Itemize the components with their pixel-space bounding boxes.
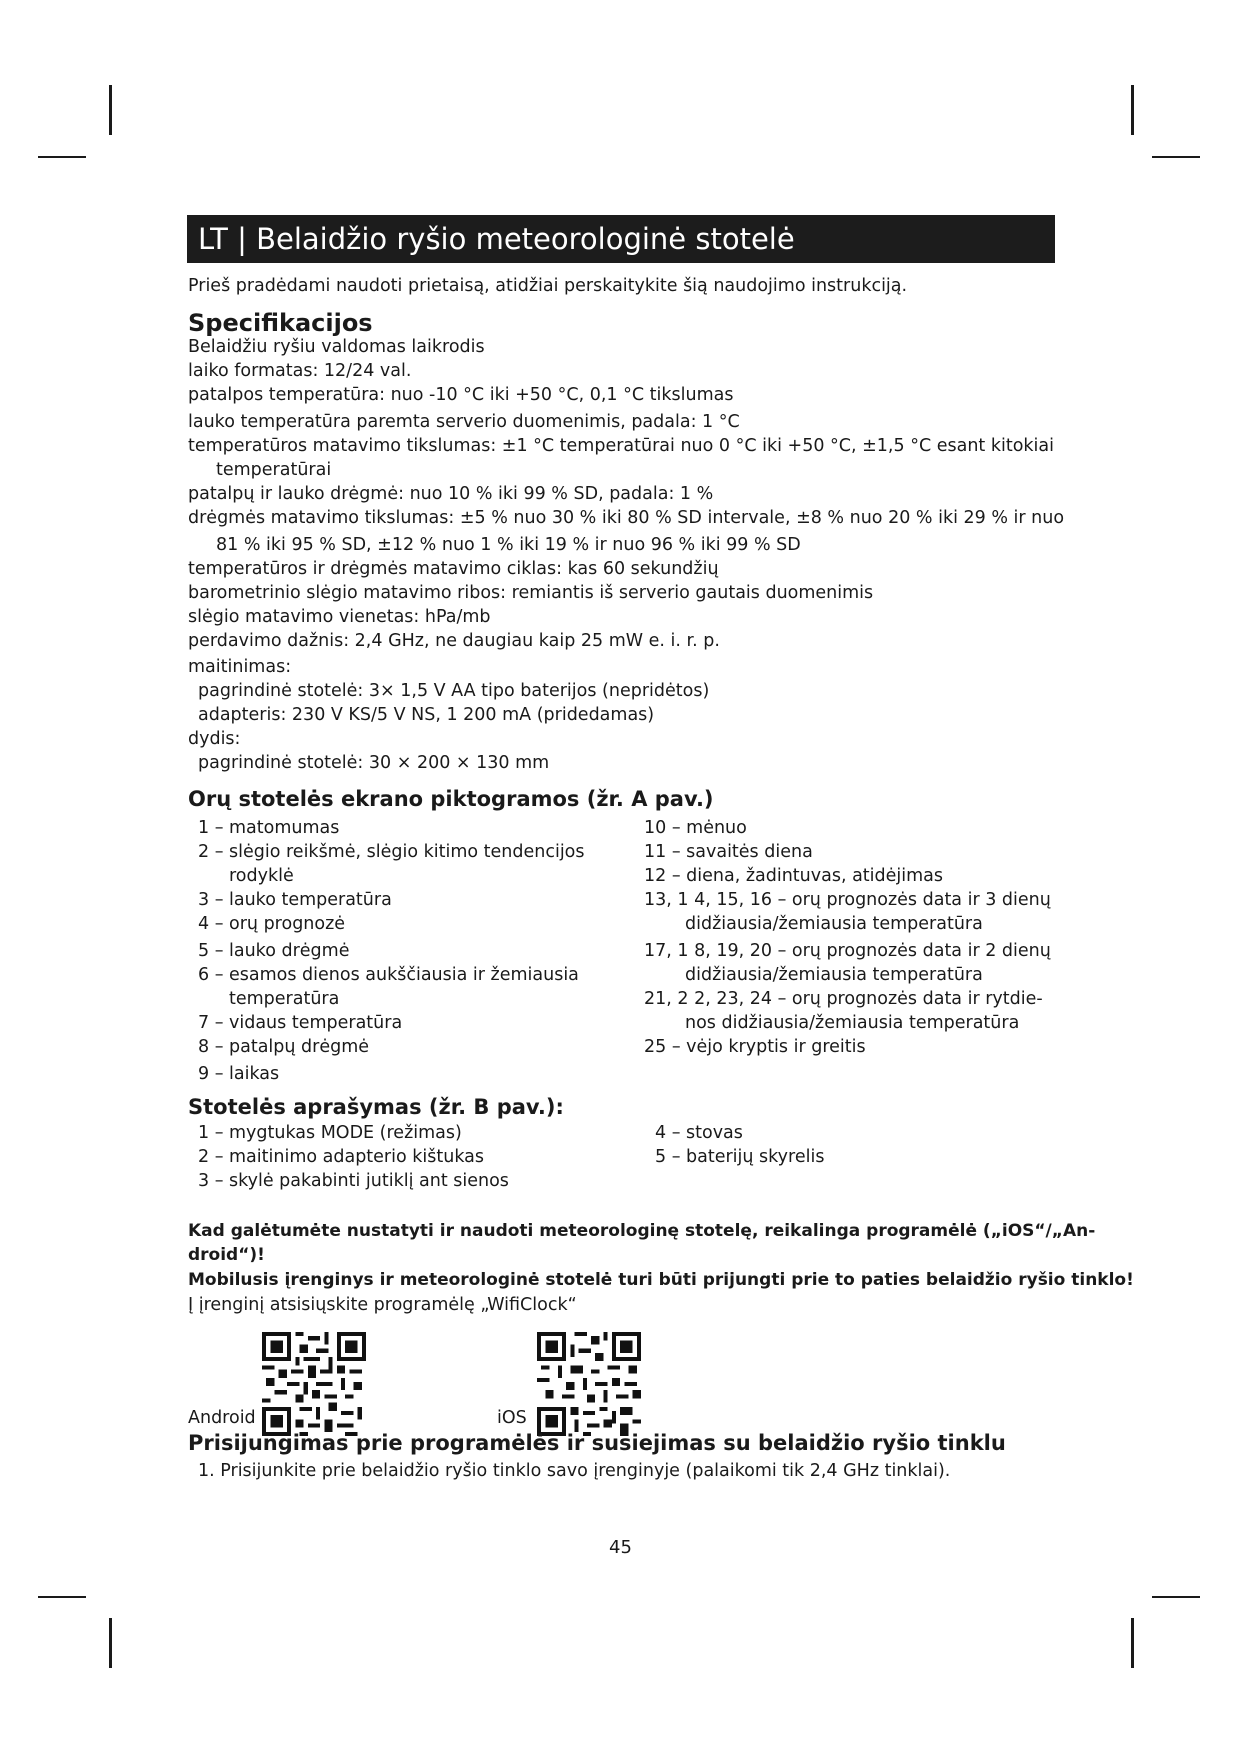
app-requirement-notice: Kad galėtumėte nustatyti ir naudoti meteorologinę stotelę, reikalinga programėlė („iOS“/„An- <box>188 1221 1096 1241</box>
station-heading: Stotelės aprašymas (žr. B pav.): <box>188 1095 564 1119</box>
page-title: LT | Belaidžio ryšio meteorologinė stotelė <box>187 215 1055 263</box>
android-qr-code[interactable] <box>262 1332 366 1436</box>
ios-qr-code[interactable] <box>537 1332 641 1436</box>
spec-line: pagrindinė stotelė: 3× 1,5 V AA tipo baterijos (nepridėtos) <box>198 681 710 701</box>
crop-mark <box>109 1618 112 1668</box>
qr-code-icon <box>537 1332 641 1436</box>
qr-code-icon <box>262 1332 366 1436</box>
android-label: Android <box>188 1408 256 1428</box>
spec-line: temperatūrai <box>216 460 332 480</box>
icon-item: 21, 2 2, 23, 24 – orų prognozės data ir rytdie- <box>644 989 1043 1009</box>
icon-item: 2 – slėgio reikšmė, slėgio kitimo tendencijos <box>198 842 585 862</box>
connect-step: 1. Prisijunkite prie belaidžio ryšio tinklo savo įrenginyje (palaikomi tik 2,4 GHz tinklai). <box>198 1461 951 1481</box>
spec-line: temperatūros ir drėgmės matavimo ciklas: kas 60 sekundžių <box>188 559 719 579</box>
icon-item: 9 – laikas <box>198 1064 280 1084</box>
icon-item: 7 – vidaus temperatūra <box>198 1013 403 1033</box>
app-requirement-notice: droid“)! <box>188 1245 265 1265</box>
spec-line: patalpos temperatūra: nuo -10 °C iki +50 °C, 0,1 °C tikslumas <box>188 385 734 405</box>
icon-item: nos didžiausia/žemiausia temperatūra <box>685 1013 1020 1033</box>
spec-line: adapteris: 230 V KS/5 V NS, 1 200 mA (pridedamas) <box>198 705 655 725</box>
icon-item: 25 – vėjo kryptis ir greitis <box>644 1037 866 1057</box>
crop-mark <box>1131 85 1134 135</box>
spec-line: perdavimo dažnis: 2,4 GHz, ne daugiau kaip 25 mW e. i. r. p. <box>188 631 720 651</box>
crop-mark <box>38 1596 86 1598</box>
icon-item: 17, 1 8, 19, 20 – orų prognozės data ir 2 dienų <box>644 941 1051 961</box>
spec-line: drėgmės matavimo tikslumas: ±5 % nuo 30 % iki 80 % SD intervale, ±8 % nuo 20 % iki 29 % ir nuo <box>188 508 1065 528</box>
spec-line: pagrindinė stotelė: 30 × 200 × 130 mm <box>198 753 550 773</box>
icon-item: 8 – patalpų drėgmė <box>198 1037 370 1057</box>
spec-line: Belaidžiu ryšiu valdomas laikrodis <box>188 337 485 357</box>
spec-line: dydis: <box>188 729 241 749</box>
icon-item: 11 – savaitės diena <box>644 842 813 862</box>
icon-item: didžiausia/žemiausia temperatūra <box>685 965 983 985</box>
crop-mark <box>1152 1596 1200 1598</box>
station-item: 4 – stovas <box>655 1123 743 1143</box>
spec-line: laiko formatas: 12/24 val. <box>188 361 412 381</box>
icon-item: 13, 1 4, 15, 16 – orų prognozės data ir 3 dienų <box>644 890 1051 910</box>
spec-line: 81 % iki 95 % SD, ±12 % nuo 1 % iki 19 % ir nuo 96 % iki 99 % SD <box>216 535 801 555</box>
spec-line: lauko temperatūra paremta serverio duomenimis, padala: 1 °C <box>188 412 740 432</box>
ios-label: iOS <box>497 1408 527 1428</box>
download-instruction: Į įrenginį atsisiųskite programėlę „WifiClock“ <box>188 1295 577 1315</box>
spec-line: maitinimas: <box>188 657 292 677</box>
spec-line: patalpų ir lauko drėgmė: nuo 10 % iki 99 % SD, padala: 1 % <box>188 484 714 504</box>
crop-mark <box>109 85 112 135</box>
network-notice: Mobilusis įrenginys ir meteorologinė stotelė turi būti prijungti prie to paties belaidžio ryšio tinklo! <box>188 1270 1134 1290</box>
station-item: 1 – mygtukas MODE (režimas) <box>198 1123 462 1143</box>
icon-item: temperatūra <box>229 989 340 1009</box>
crop-mark <box>1131 1618 1134 1668</box>
crop-mark <box>1152 156 1200 158</box>
crop-mark <box>38 156 86 158</box>
icon-item: 6 – esamos dienos aukščiausia ir žemiausia <box>198 965 579 985</box>
specs-heading: Specifikacijos <box>188 309 373 337</box>
icon-item: didžiausia/žemiausia temperatūra <box>685 914 983 934</box>
icon-item: rodyklė <box>229 866 294 886</box>
icon-item: 10 – mėnuo <box>644 818 747 838</box>
icon-item: 1 – matomumas <box>198 818 340 838</box>
spec-line: barometrinio slėgio matavimo ribos: remiantis iš serverio gautais duomenimis <box>188 583 874 603</box>
spec-line: slėgio matavimo vienetas: hPa/mb <box>188 607 491 627</box>
station-item: 3 – skylė pakabinti jutiklį ant sienos <box>198 1171 509 1191</box>
spec-line: temperatūros matavimo tikslumas: ±1 °C temperatūrai nuo 0 °C iki +50 °C, ±1,5 °C esant kitokiai <box>188 436 1054 456</box>
page-number: 45 <box>609 1537 632 1558</box>
icon-item: 3 – lauko temperatūra <box>198 890 392 910</box>
icons-heading: Orų stotelės ekrano piktogramos (žr. A pav.) <box>188 787 714 811</box>
icon-item: 12 – diena, žadintuvas, atidėjimas <box>644 866 944 886</box>
connect-heading: Prisijungimas prie programėlės ir susiejimas su belaidžio ryšio tinklu <box>188 1431 1006 1455</box>
intro-text: Prieš pradėdami naudoti prietaisą, atidžiai perskaitykite šią naudojimo instrukciją. <box>188 276 908 296</box>
station-item: 5 – baterijų skyrelis <box>655 1147 825 1167</box>
station-item: 2 – maitinimo adapterio kištukas <box>198 1147 484 1167</box>
icon-item: 4 – orų prognozė <box>198 914 346 934</box>
icon-item: 5 – lauko drėgmė <box>198 941 350 961</box>
